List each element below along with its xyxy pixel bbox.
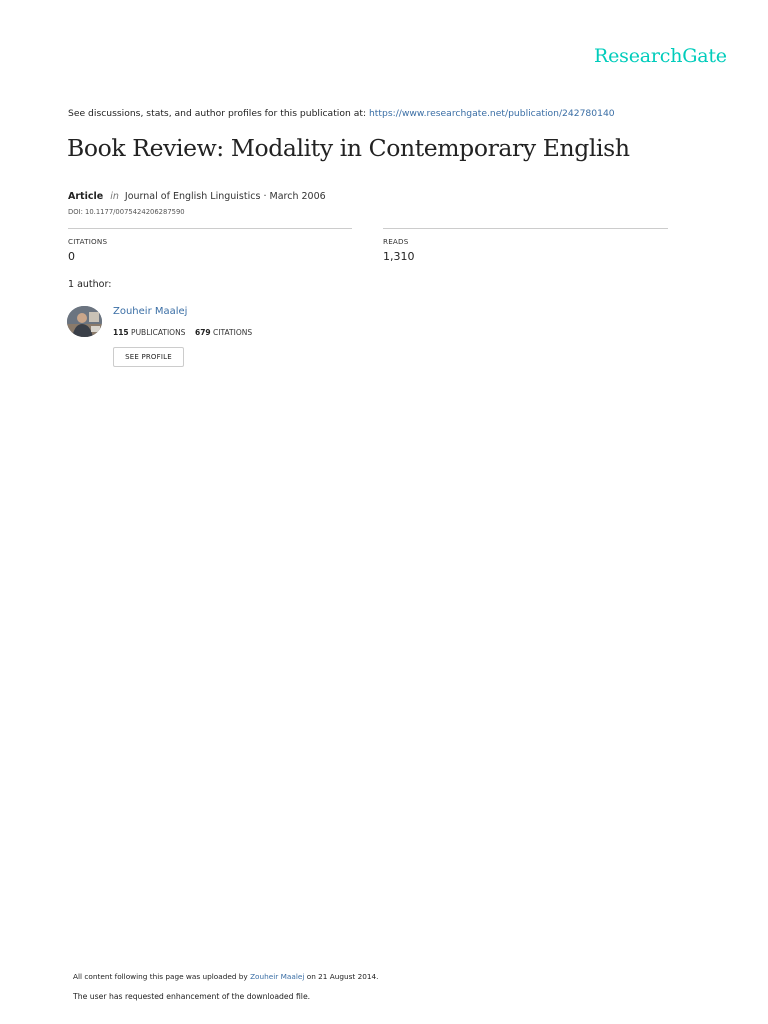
- journal-name: Journal of English Linguistics: [124, 191, 261, 202]
- author-citations-label: CITATIONS: [213, 328, 253, 337]
- publication-meta: [68, 191, 326, 202]
- see-profile-button[interactable]: SEE PROFILE: [113, 347, 184, 367]
- author-avatar[interactable]: [67, 306, 102, 337]
- citations-count: 0: [68, 250, 75, 263]
- upload-note: [73, 972, 379, 981]
- upload-prefix: All content following this page was uploaded by: [73, 972, 248, 981]
- date-separator: ·: [263, 191, 267, 202]
- author-publications-label: PUBLICATIONS: [131, 328, 186, 337]
- enhancement-note: The user has requested enhancement of the downloaded file.: [73, 992, 311, 1001]
- citations-divider: [68, 228, 352, 229]
- citations-label: CITATIONS: [68, 237, 108, 246]
- reads-count: 1,310: [383, 250, 415, 263]
- reads-label: READS: [383, 237, 409, 246]
- doi: DOI: 10.1177/0075424206287590: [68, 208, 185, 216]
- author-stats: [113, 328, 252, 337]
- discussion-intro: See discussions, stats, and author profiles for this publication at:: [68, 108, 367, 119]
- author-count: 1 author:: [68, 279, 112, 290]
- uploader-link[interactable]: Zouheir Maalej: [250, 972, 305, 981]
- author-name-link[interactable]: Zouheir Maalej: [113, 306, 188, 317]
- author-citations-count: 679: [195, 328, 211, 337]
- researchgate-logo[interactable]: ResearchGate: [594, 45, 727, 67]
- discussion-line: [68, 108, 615, 119]
- reads-divider: [383, 228, 668, 229]
- in-label: in: [110, 191, 119, 202]
- author-publications-count: 115: [113, 328, 129, 337]
- upload-suffix: on 21 August 2014.: [306, 972, 379, 981]
- publication-date: March 2006: [269, 191, 326, 202]
- publication-title: Book Review: Modality in Contemporary English: [67, 134, 630, 162]
- avatar-photo-icon: [67, 306, 102, 337]
- publication-type: Article: [68, 191, 104, 202]
- publication-url-link[interactable]: https://www.researchgate.net/publication/242780140: [368, 108, 615, 119]
